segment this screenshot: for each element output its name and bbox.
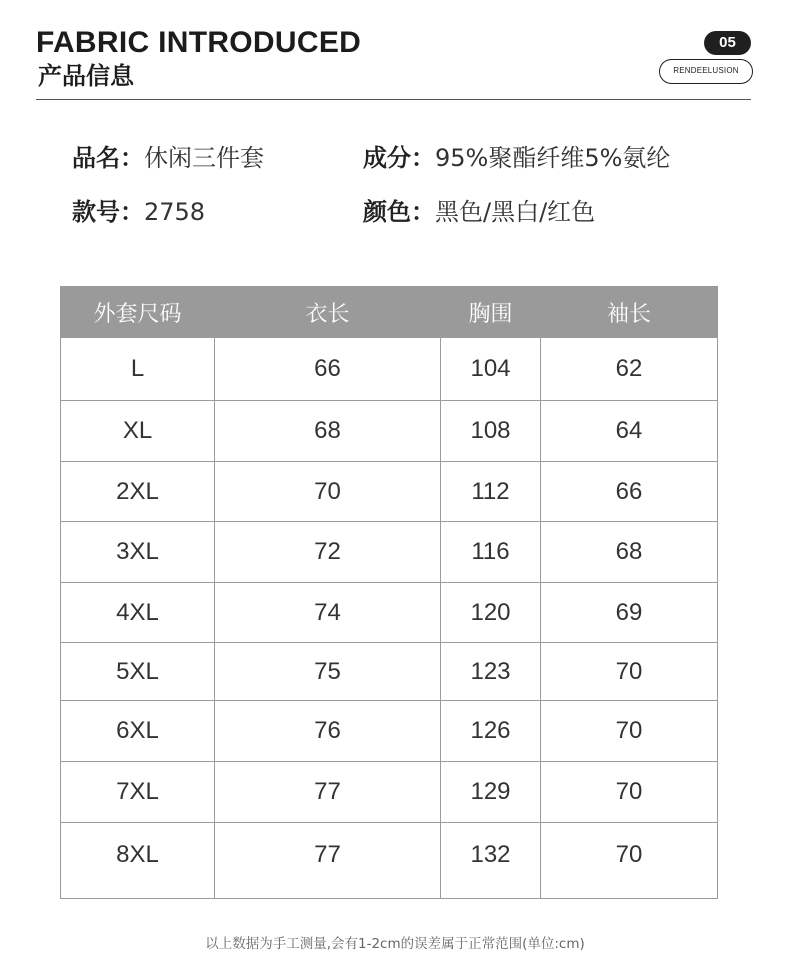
cell-length: 70 <box>215 462 441 522</box>
cell-length: 75 <box>215 643 441 701</box>
header-title-en: FABRIC INTRODUCED <box>36 26 362 59</box>
cell-sleeve: 70 <box>541 701 718 762</box>
cell-sleeve: 64 <box>541 401 718 462</box>
composition-label: 成分： <box>363 144 435 172</box>
cell-size: L <box>61 338 215 401</box>
measurement-footnote: 以上数据为手工测量,会有1-2cm的误差属于正常范围(单位:cm) <box>205 936 585 952</box>
info-color <box>363 197 595 227</box>
table-row <box>61 401 718 462</box>
page-number-badge: 05 <box>704 31 751 55</box>
cell-length: 66 <box>215 338 441 401</box>
cell-length: 76 <box>215 701 441 762</box>
info-composition <box>363 143 670 173</box>
cell-size: 5XL <box>61 643 215 701</box>
composition-value: 95%聚酯纤维5%氨纶 <box>435 144 671 172</box>
info-style-number <box>72 197 205 227</box>
cell-length: 77 <box>215 762 441 823</box>
product-name-value: 休闲三件套 <box>144 144 264 172</box>
brand-pill: RENDEELUSION <box>659 59 753 84</box>
style-number-label: 款号： <box>72 198 144 226</box>
cell-sleeve: 70 <box>541 762 718 823</box>
cell-chest: 126 <box>441 701 541 762</box>
header-title-cn: 产品信息 <box>38 62 134 90</box>
table-row <box>61 338 718 401</box>
cell-sleeve: 66 <box>541 462 718 522</box>
cell-length: 74 <box>215 583 441 643</box>
table-row <box>61 823 718 899</box>
style-number-value: 2758 <box>144 198 206 226</box>
cell-length: 72 <box>215 522 441 583</box>
cell-chest: 116 <box>441 522 541 583</box>
cell-sleeve: 68 <box>541 522 718 583</box>
color-label: 颜色： <box>363 198 435 226</box>
header-size: 外套尺码 <box>61 287 215 338</box>
header-divider <box>36 99 751 100</box>
cell-chest: 120 <box>441 583 541 643</box>
cell-sleeve: 69 <box>541 583 718 643</box>
color-value: 黑色/黑白/红色 <box>435 198 596 226</box>
header-length: 衣长 <box>215 287 441 338</box>
cell-size: 3XL <box>61 522 215 583</box>
cell-chest: 132 <box>441 823 541 899</box>
table-row <box>61 462 718 522</box>
info-product-name <box>72 143 264 173</box>
cell-chest: 123 <box>441 643 541 701</box>
table-row <box>61 643 718 701</box>
cell-size: 4XL <box>61 583 215 643</box>
table-row <box>61 701 718 762</box>
cell-chest: 112 <box>441 462 541 522</box>
table-row <box>61 522 718 583</box>
cell-chest: 104 <box>441 338 541 401</box>
cell-sleeve: 70 <box>541 823 718 899</box>
cell-size: 6XL <box>61 701 215 762</box>
cell-size: 7XL <box>61 762 215 823</box>
header-chest: 胸围 <box>441 287 541 338</box>
cell-size: 2XL <box>61 462 215 522</box>
size-table <box>60 286 718 899</box>
cell-length: 68 <box>215 401 441 462</box>
cell-chest: 108 <box>441 401 541 462</box>
header-sleeve: 袖长 <box>541 287 718 338</box>
cell-sleeve: 70 <box>541 643 718 701</box>
cell-length: 77 <box>215 823 441 899</box>
cell-size: XL <box>61 401 215 462</box>
cell-sleeve: 62 <box>541 338 718 401</box>
product-name-label: 品名： <box>72 144 144 172</box>
table-row <box>61 583 718 643</box>
cell-size: 8XL <box>61 823 215 899</box>
cell-chest: 129 <box>441 762 541 823</box>
table-header-row <box>61 287 718 338</box>
table-row <box>61 762 718 823</box>
